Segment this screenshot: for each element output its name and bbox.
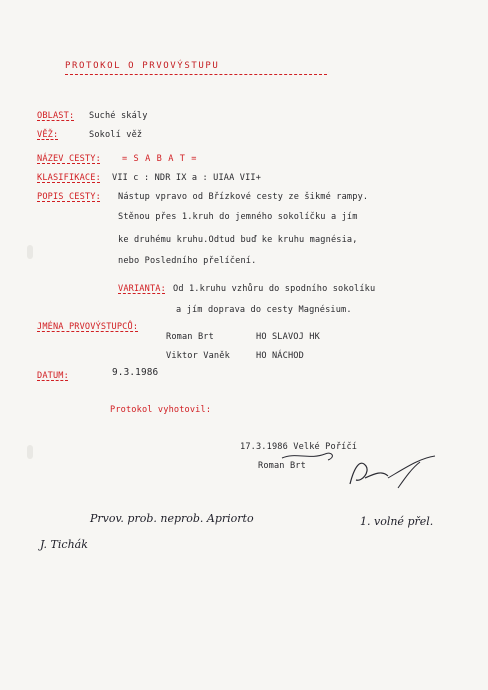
route-label: NÁZEV CESTY: bbox=[37, 154, 101, 164]
climber-club: HO SLAVOJ HK bbox=[256, 332, 320, 342]
climbers-label: JMÉNA PRVOVÝSTUPCŮ: bbox=[37, 322, 139, 332]
variant-line: a jím doprava do cesty Magnésium. bbox=[176, 305, 352, 315]
date-value: 9.3.1986 bbox=[112, 367, 159, 378]
handwritten-note: Prvov. prob. neprob. Apriorto bbox=[90, 512, 254, 525]
area-label: OBLAST: bbox=[37, 111, 75, 121]
description-line: Stěnou přes 1.kruh do jemného sokolíčku a jím bbox=[118, 212, 358, 222]
climber-name: Roman Brt bbox=[166, 332, 214, 342]
description-label: POPIS CESTY: bbox=[37, 192, 101, 202]
variant-label: VARIANTA: bbox=[118, 284, 166, 294]
made-name: Roman Brt bbox=[258, 461, 306, 471]
grade-label: KLASIFIKACE: bbox=[37, 173, 101, 183]
title-underline bbox=[65, 74, 327, 75]
punch-hole bbox=[27, 445, 33, 459]
route-value: = S A B A T = bbox=[122, 154, 198, 164]
description-line: ke druhému kruhu.Odtud buď ke kruhu magnésia, bbox=[118, 235, 358, 245]
punch-hole bbox=[27, 245, 33, 259]
handwritten-note: 1. volné přel. bbox=[360, 515, 434, 528]
description-line: nebo Posledního přelíčení. bbox=[118, 256, 257, 266]
climber-name: Viktor Vaněk bbox=[166, 351, 230, 361]
signature-scribble bbox=[270, 438, 470, 493]
variant-line: Od 1.kruhu vzhůru do spodního sokolíku bbox=[173, 284, 376, 294]
handwritten-note: J. Tichák bbox=[40, 538, 88, 551]
made-by-label: Protokol vyhotovil: bbox=[110, 405, 212, 415]
grade-value: VII c : NDR IX a : UIAA VII+ bbox=[112, 173, 262, 183]
climber-club: HO NÁCHOD bbox=[256, 351, 304, 361]
tower-value: Sokolí věž bbox=[89, 130, 143, 140]
tower-label: VĚŽ: bbox=[37, 130, 59, 140]
date-label: DATUM: bbox=[37, 371, 69, 381]
description-line: Nástup vpravo od Břízkové cesty ze šikmé rampy. bbox=[118, 192, 369, 202]
document-title: PROTOKOL O PRVOVÝSTUPU bbox=[65, 61, 220, 71]
area-value: Suché skály bbox=[89, 111, 148, 121]
made-place-date: 17.3.1986 Velké Poříčí bbox=[240, 442, 358, 452]
